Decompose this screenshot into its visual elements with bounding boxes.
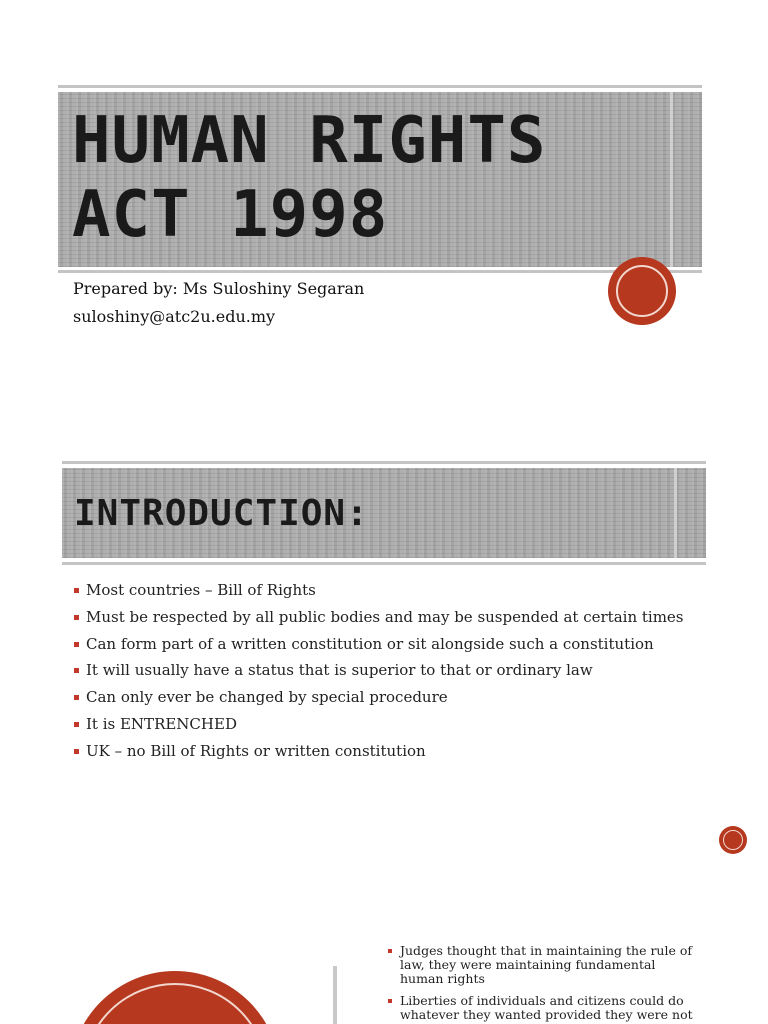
list-item: Liberties of individuals and citizens could do whatever they wanted provided they were not	[388, 994, 700, 1022]
heading-bottom-rule	[62, 562, 706, 565]
bullet-marker	[74, 749, 79, 754]
decorative-circle-ring	[82, 983, 268, 1024]
decorative-circle-half	[70, 971, 280, 1024]
bullet-marker	[388, 999, 392, 1003]
decorative-circle-ring	[723, 830, 743, 850]
slide-divider	[333, 966, 337, 1024]
bullet-marker	[74, 615, 79, 620]
list-item: Judges thought that in maintaining the rule of law, they were maintaining fundamental human rights	[388, 944, 700, 986]
bullet-marker	[74, 722, 79, 727]
bullet-marker	[74, 668, 79, 673]
prepared-by-text: Prepared by: Ms Suloshiny Segaran	[73, 279, 365, 298]
decorative-circle-small	[719, 826, 747, 854]
rights-bullet-list	[388, 944, 700, 1024]
bullet-marker	[388, 949, 392, 953]
slide-title-line-2: ACT 1998	[72, 178, 389, 252]
title-top-rule	[58, 85, 702, 88]
banner-seam	[674, 468, 677, 558]
bullet-marker	[74, 588, 79, 593]
list-item: Most countries – Bill of Rights	[74, 577, 694, 604]
bullet-marker	[74, 695, 79, 700]
list-item: It is ENTRENCHED	[74, 711, 694, 738]
decorative-circle-ring	[616, 265, 668, 317]
banner-seam	[670, 92, 673, 267]
slide-2	[0, 400, 768, 886]
slide-1	[0, 0, 768, 400]
list-item: Must be respected by all public bodies and may be suspended at certain times	[74, 604, 694, 631]
heading-top-rule	[62, 461, 706, 464]
list-item: Can only ever be changed by special procedure	[74, 684, 694, 711]
slide-3	[0, 886, 768, 1024]
bullet-marker	[74, 642, 79, 647]
slide-title-line-1: HUMAN RIGHTS	[72, 104, 547, 178]
list-item: UK – no Bill of Rights or written constitution	[74, 738, 694, 765]
decorative-circle-large	[608, 257, 676, 325]
list-item: It will usually have a status that is superior to that or ordinary law	[74, 657, 694, 684]
title-bottom-rule	[58, 270, 702, 273]
email-text: suloshiny@atc2u.edu.my	[73, 307, 276, 326]
section-heading: INTRODUCTION:	[74, 493, 369, 534]
list-item: Can form part of a written constitution or sit alongside such a constitution	[74, 631, 694, 658]
intro-bullet-list	[74, 577, 694, 765]
